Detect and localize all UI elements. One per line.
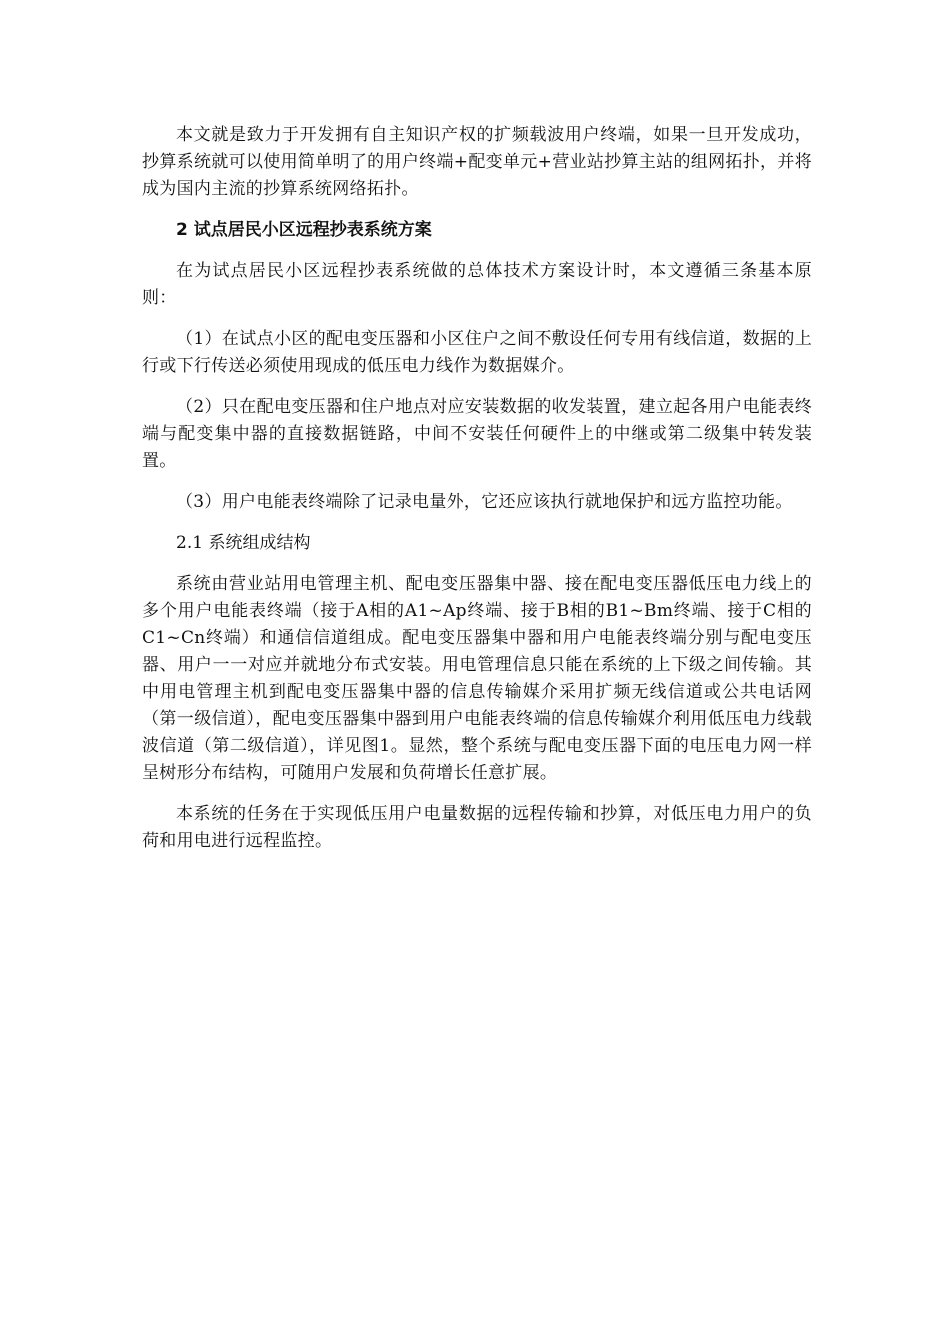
paragraph-system-structure: 系统由营业站用电管理主机、配电变压器集中器、接在配电变压器低压电力线上的多个用户电能表终端（接于A相的A1~Ap终端、接于B相的B1~Bm终端、接于C相的C1~Cn终端）和通信信道组成。配电变压器集中器和用户电能表终端分别与配电变压器、用户一一对应并就地分布式安装。用电管理信息只能在系统的上下级之间传输。其中用电管理主机到配电变压器集中器的信息传输媒介采用扩频无线信道或公共电话网（第一级信道），配电变压器集中器到用户电能表终端的信息传输媒介利用低压电力线载波信道（第二级信道），详见图1。显然，整个系统与配电变压器下面的电压电力网一样呈树形分布结构，可随用户发展和负荷增长任意扩展。: [142, 574, 812, 783]
paragraph-system-task: 本系统的任务在于实现低压用户电量数据的远程传输和抄算，对低压电力用户的负荷和用电进行远程监控。: [142, 804, 812, 851]
paragraph-principle-3: （3）用户电能表终端除了记录电量外，它还应该执行就地保护和远方监控功能。: [176, 492, 793, 512]
paragraph-principle-1: （1）在试点小区的配电变压器和小区住户之间不敷设任何专用有线信道，数据的上行或下行传送必须使用现成的低压电力线作为数据媒介。: [142, 329, 812, 376]
paragraph-principle-2: （2）只在配电变压器和住户地点对应安装数据的收发装置，建立起各用户电能表终端与配变集中器的直接数据链路，中间不安装任何硬件上的中继或第二级集中转发装置。: [142, 397, 812, 471]
section-heading-2: 2 试点居民小区远程抄表系统方案: [176, 220, 432, 240]
paragraph-topology: 本文就是致力于开发拥有自主知识产权的扩频载波用户终端，如果一旦开发成功，抄算系统就可以使用简单明了的用户终端+配变单元+营业站抄算主站的组网拓扑，并将成为国内主流的抄算系统网络拓扑。: [142, 125, 812, 199]
paragraph-principles-intro: 在为试点居民小区远程抄表系统做的总体技术方案设计时，本文遵循三条基本原则：: [142, 261, 812, 308]
document-page: [142, 122, 812, 855]
section-heading-2-1: 2.1 系统组成结构: [176, 533, 311, 553]
